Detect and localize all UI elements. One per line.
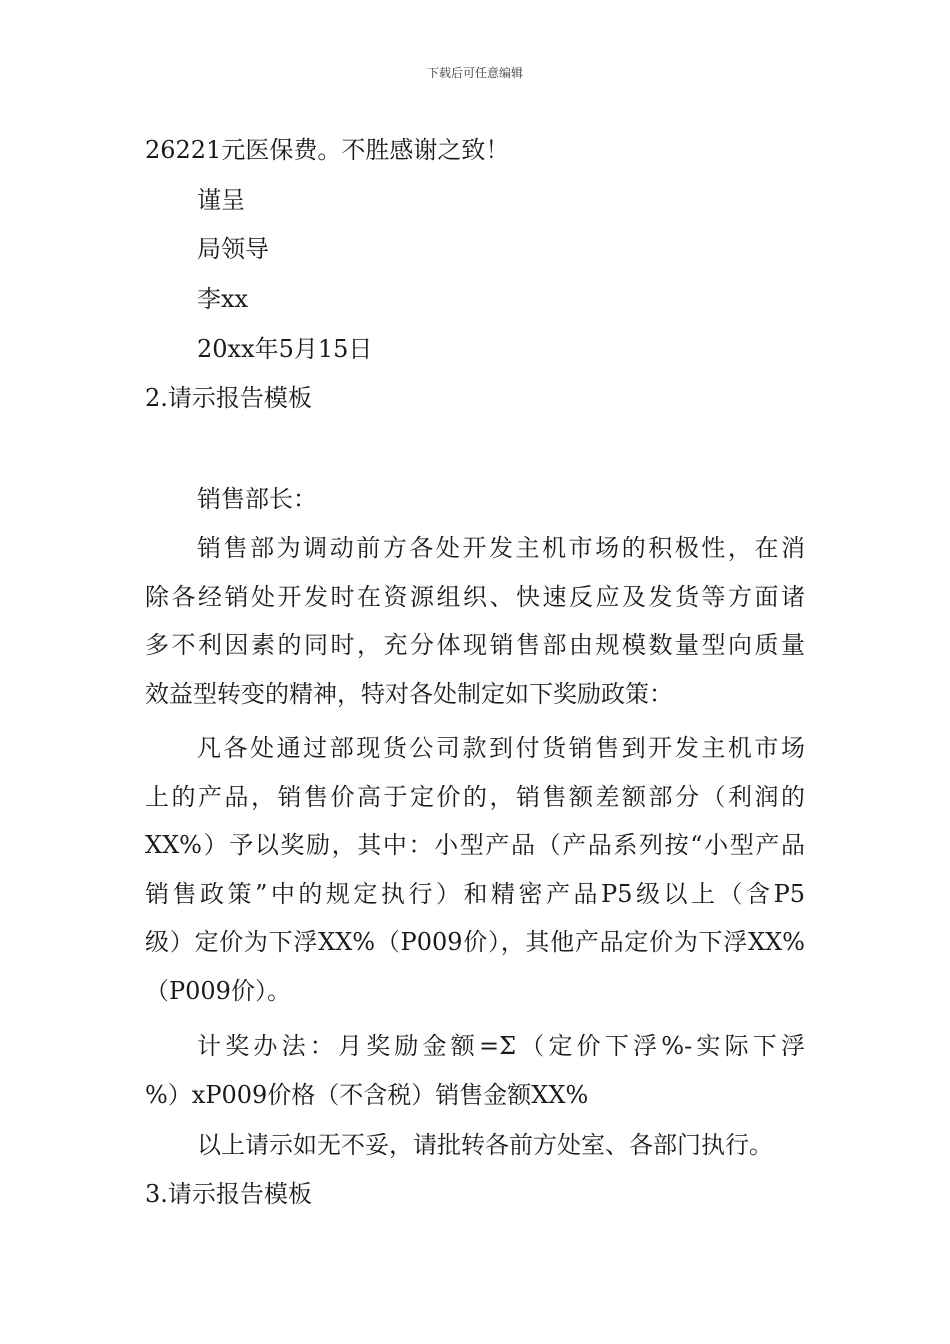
paragraph-line: 级）定价为下浮XX%（P009价），其他产品定价为下浮XX% <box>145 928 805 956</box>
closing-line: 26221元医保费。不胜感谢之致！ <box>145 136 510 164</box>
paragraph-line: 效益型转变的精神，特对各处制定如下奖励政策： <box>145 679 673 708</box>
section-heading-3: 3.请示报告模板 <box>145 1180 312 1208</box>
paragraph-formula <box>145 1022 805 1119</box>
paragraph-line: 销售部为调动前方各处开发主机市场的积极性，在消 <box>197 534 805 562</box>
paragraph-policy <box>145 724 805 1015</box>
letter-date: 20xx年5月15日 <box>197 335 373 363</box>
paragraph-line: 多不利因素的同时，充分体现销售部由规模数量型向质量 <box>145 631 805 659</box>
recipient-text: 局领导 <box>197 235 269 263</box>
section-heading-2: 2.请示报告模板 <box>145 384 312 412</box>
paragraph-line: XX%）予以奖励，其中：小型产品（产品系列按“小型产品 <box>145 831 805 859</box>
sender-name: 李xx <box>197 285 249 313</box>
paragraph-request <box>145 1121 805 1170</box>
paragraph-line: （P009价）。 <box>145 976 291 1005</box>
page-header: 下载后可任意编辑 <box>426 66 523 80</box>
paragraph-line: 计奖办法：月奖励金额=Σ（定价下浮%-实际下浮 <box>197 1032 805 1060</box>
paragraph-line: %）xP009价格（不含税）销售金额XX% <box>145 1080 589 1109</box>
paragraph-line: 除各经销处开发时在资源组织、快速反应及发货等方面诸 <box>145 582 805 611</box>
respectfully-text: 谨呈 <box>197 186 245 214</box>
salutation: 销售部长： <box>197 485 317 513</box>
paragraph-line: 以上请示如无不妥，请批转各前方处室、各部门执行。 <box>197 1131 773 1159</box>
paragraph-intro <box>145 524 805 718</box>
paragraph-line: 凡各处通过部现货公司款到付货销售到开发主机市场 <box>197 734 805 762</box>
paragraph-line: 销售政策”中的规定执行）和精密产品P5级以上（含P5 <box>145 879 805 908</box>
paragraph-line: 上的产品，销售价高于定价的，销售额差额部分（利润的 <box>145 782 805 811</box>
